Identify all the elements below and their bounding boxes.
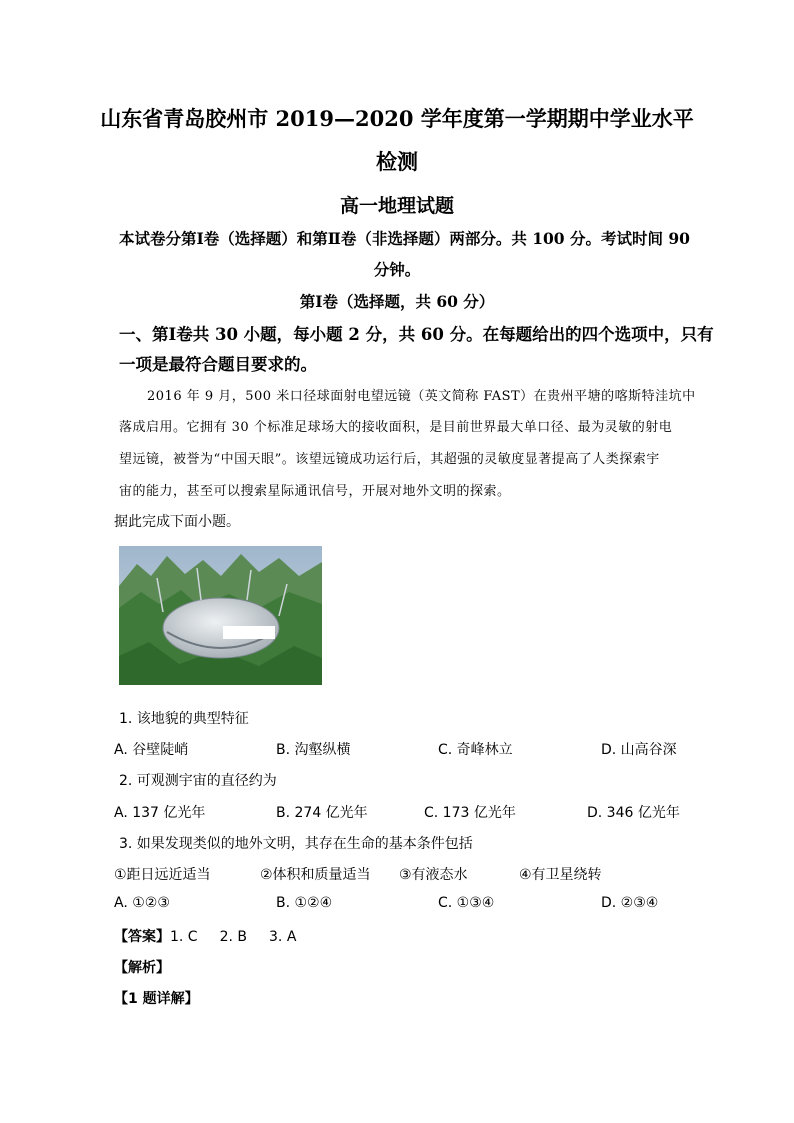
q2-option-c[interactable]: C. 173 亿光年 — [424, 805, 516, 821]
passage-prompt: 据此完成下面小题。 — [114, 514, 240, 530]
q1-option-d[interactable]: D. 山高谷深 — [601, 742, 677, 758]
part1-instruction-line2: 一项是最符合题目要求的。 — [119, 355, 317, 374]
part1-heading: 第Ⅰ卷（选择题，共 60 分） — [299, 292, 495, 311]
intro-line2: 分钟。 — [373, 260, 421, 279]
passage-line1: 2016 年 9 月，500 米口径球面射电望远镜（英文简称 FAST）在贵州平塘的喀斯特洼坑中 — [147, 389, 696, 404]
q2-option-b[interactable]: B. 274 亿光年 — [276, 805, 368, 821]
document-title-line1: 山东省青岛胶州市 2019—2020 学年度第一学期期中学业水平 — [100, 106, 694, 131]
telescope-illustration — [119, 546, 322, 685]
passage-line2: 落成启用。它拥有 30 个标准足球场大的接收面积，是目前世界最大单口径、最为灵敏的射电 — [119, 420, 673, 435]
q3-option-b[interactable]: B. ①②④ — [276, 895, 333, 911]
passage-line4: 宙的能力，甚至可以搜索星际通讯信号，开展对地外文明的探索。 — [119, 484, 511, 499]
document-title-line2: 检测 — [376, 149, 418, 174]
q1-option-a[interactable]: A. 谷壁陡峭 — [114, 742, 189, 758]
q2-option-d[interactable]: D. 346 亿光年 — [587, 805, 680, 821]
answer-label: 【答案】 — [114, 929, 170, 945]
q3-condition-1: ①距日远近适当 — [114, 867, 211, 883]
part1-instruction-line1: 一、第Ⅰ卷共 30 小题，每小题 2 分，共 60 分。在每题给出的四个选项中，只有 — [119, 325, 714, 344]
q3-condition-3: ③有液态水 — [399, 867, 468, 883]
passage-line3: 望远镜，被誉为“中国天眼”。该望远镜成功运行后，其超强的灵敏度显著提高了人类探索宇 — [119, 452, 660, 467]
answer-1: 1. C — [170, 929, 198, 945]
intro-line1: 本试卷分第Ⅰ卷（选择题）和第Ⅱ卷（非选择题）两部分。共 100 分。考试时间 90 — [119, 229, 690, 248]
question-1-stem: 1. 该地貌的典型特征 — [119, 711, 249, 727]
q3-option-c[interactable]: C. ①③④ — [438, 895, 495, 911]
q1-option-c[interactable]: C. 奇峰林立 — [438, 742, 513, 758]
detail-heading: 【1 题详解】 — [114, 991, 199, 1007]
answer-row — [114, 926, 296, 946]
q3-condition-2: ②体积和质量适当 — [260, 867, 371, 883]
q3-condition-4: ④有卫星绕转 — [519, 867, 602, 883]
question-3-stem: 3. 如果发现类似的地外文明，其存在生命的基本条件包括 — [119, 836, 473, 852]
q3-option-d[interactable]: D. ②③④ — [601, 895, 659, 911]
question-2-stem: 2. 可观测宇宙的直径约为 — [119, 773, 277, 789]
q2-option-a[interactable]: A. 137 亿光年 — [114, 805, 206, 821]
document-subtitle: 高一地理试题 — [339, 195, 454, 217]
analysis-label: 【解析】 — [114, 960, 170, 976]
q3-option-a[interactable]: A. ①②③ — [114, 895, 170, 911]
answer-3: 3. A — [269, 929, 297, 945]
q1-option-b[interactable]: B. 沟壑纵横 — [276, 742, 351, 758]
fast-telescope-photo — [119, 546, 322, 685]
answer-2: 2. B — [219, 929, 248, 945]
